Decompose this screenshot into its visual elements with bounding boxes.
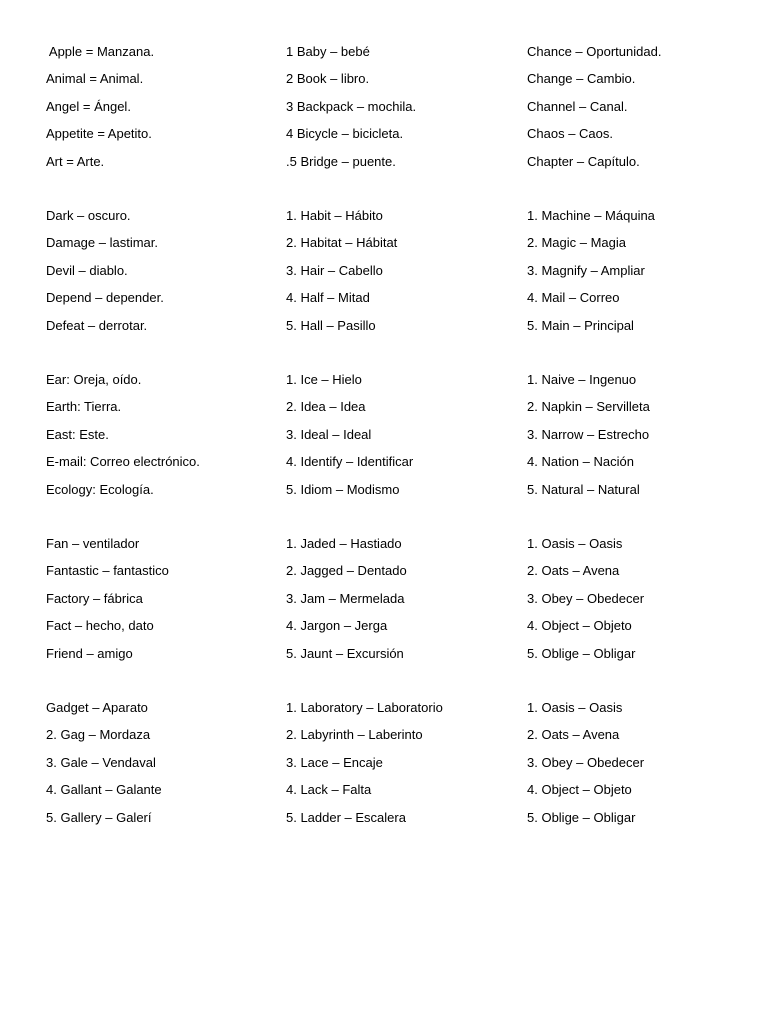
vocabulary-line: 4. Gallant – Galante xyxy=(46,782,162,798)
vocabulary-line: 4. Identify – Identificar xyxy=(286,454,414,470)
vocabulary-line: Defeat – derrotar. xyxy=(46,317,148,333)
vocabulary-line: 2. Napkin – Servilleta xyxy=(527,399,650,415)
vocabulary-column xyxy=(286,694,516,831)
vocabulary-group-5 xyxy=(0,694,768,834)
vocabulary-column xyxy=(527,38,757,175)
vocabulary-line: 5. Hall – Pasillo xyxy=(286,317,376,333)
vocabulary-line: 3. Ideal – Ideal xyxy=(286,426,372,442)
vocabulary-line: 3. Narrow – Estrecho xyxy=(527,426,650,442)
vocabulary-column xyxy=(46,38,276,175)
vocabulary-column xyxy=(46,694,276,831)
vocabulary-line: 5. Oblige – Obligar xyxy=(527,809,636,825)
vocabulary-line: 4. Mail – Correo xyxy=(527,290,620,306)
vocabulary-line: 5. Main – Principal xyxy=(527,317,634,333)
vocabulary-line: Gadget – Aparato xyxy=(46,700,148,715)
vocabulary-line: E-mail: Correo electrónico. xyxy=(46,454,200,470)
vocabulary-line: Depend – depender. xyxy=(46,290,164,306)
vocabulary-column xyxy=(527,694,757,831)
vocabulary-group-3 xyxy=(0,366,768,506)
vocabulary-line: Animal = Animal. xyxy=(46,71,144,87)
vocabulary-line: Channel – Canal. xyxy=(527,98,628,114)
vocabulary-line: 2. Idea – Idea xyxy=(286,399,366,415)
vocabulary-line: Earth: Tierra. xyxy=(46,399,122,415)
vocabulary-line: Chaos – Caos. xyxy=(527,126,613,142)
vocabulary-column xyxy=(46,530,276,667)
vocabulary-column xyxy=(46,366,276,503)
vocabulary-column xyxy=(286,366,516,503)
vocabulary-column xyxy=(46,202,276,339)
vocabulary-line: 5. Ladder – Escalera xyxy=(286,809,406,825)
vocabulary-line: Ear: Oreja, oído. xyxy=(46,372,142,387)
vocabulary-line: .5 Bridge – puente. xyxy=(286,153,396,169)
vocabulary-line: 2. Gag – Mordaza xyxy=(46,727,151,743)
vocabulary-line: 1 Baby – bebé xyxy=(286,44,370,59)
vocabulary-column xyxy=(527,530,757,667)
vocabulary-line: 4. Lack – Falta xyxy=(286,782,372,798)
vocabulary-line: East: Este. xyxy=(46,426,109,442)
vocabulary-line: Dark – oscuro. xyxy=(46,208,131,223)
vocabulary-line: 3. Magnify – Ampliar xyxy=(527,262,645,278)
vocabulary-line: Devil – diablo. xyxy=(46,262,128,278)
vocabulary-line: 2. Labyrinth – Laberinto xyxy=(286,727,423,743)
vocabulary-line: 3. Gale – Vendaval xyxy=(46,754,156,770)
vocabulary-line: 1. Habit – Hábito xyxy=(286,208,383,223)
vocabulary-line: Chapter – Capítulo. xyxy=(527,153,640,169)
vocabulary-line: 2. Jagged – Dentado xyxy=(286,563,407,579)
vocabulary-group-2 xyxy=(0,202,768,342)
vocabulary-line: 2 Book – libro. xyxy=(286,71,370,87)
vocabulary-line: 3. Obey – Obedecer xyxy=(527,754,645,770)
vocabulary-line: Damage – lastimar. xyxy=(46,235,158,251)
vocabulary-line: 1. Oasis – Oasis xyxy=(527,700,623,715)
vocabulary-line: 4. Jargon – Jerga xyxy=(286,618,388,634)
vocabulary-line: Change – Cambio. xyxy=(527,71,636,87)
vocabulary-line: 1. Laboratory – Laboratorio xyxy=(286,700,443,715)
vocabulary-line: 5. Jaunt – Excursión xyxy=(286,645,404,661)
vocabulary-line: 4. Object – Objeto xyxy=(527,782,632,798)
vocabulary-line: Art = Arte. xyxy=(46,153,105,169)
vocabulary-line: 1. Ice – Hielo xyxy=(286,372,362,387)
vocabulary-line: 1. Jaded – Hastiado xyxy=(286,536,402,551)
vocabulary-line: Apple = Manzana. xyxy=(46,44,155,59)
vocabulary-group-1 xyxy=(0,38,768,178)
vocabulary-line: Fantastic – fantastico xyxy=(46,563,169,579)
vocabulary-line: Friend – amigo xyxy=(46,645,133,661)
vocabulary-line: Fan – ventilador xyxy=(46,536,140,551)
vocabulary-line: 3 Backpack – mochila. xyxy=(286,98,417,114)
vocabulary-line: Angel = Ángel. xyxy=(46,98,131,114)
vocabulary-line: 2. Magic – Magia xyxy=(527,235,626,251)
vocabulary-line: 5. Oblige – Obligar xyxy=(527,645,636,661)
vocabulary-line: Ecology: Ecología. xyxy=(46,481,154,497)
vocabulary-line: 3. Jam – Mermelada xyxy=(286,590,405,606)
vocabulary-line: Chance – Oportunidad. xyxy=(527,44,662,59)
vocabulary-line: 4. Object – Objeto xyxy=(527,618,632,634)
vocabulary-line: 1. Machine – Máquina xyxy=(527,208,655,223)
vocabulary-line: 3. Lace – Encaje xyxy=(286,754,383,770)
vocabulary-line: 2. Habitat – Hábitat xyxy=(286,235,398,251)
vocabulary-line: 4 Bicycle – bicicleta. xyxy=(286,126,404,142)
vocabulary-line: 4. Nation – Nación xyxy=(527,454,634,470)
vocabulary-line: Appetite = Apetito. xyxy=(46,126,152,142)
vocabulary-column xyxy=(286,38,516,175)
vocabulary-line: Factory – fábrica xyxy=(46,590,143,606)
vocabulary-column xyxy=(527,366,757,503)
vocabulary-line: 5. Natural – Natural xyxy=(527,481,640,497)
vocabulary-column xyxy=(286,530,516,667)
vocabulary-column xyxy=(527,202,757,339)
vocabulary-line: Fact – hecho, dato xyxy=(46,618,154,634)
vocabulary-line: 4. Half – Mitad xyxy=(286,290,370,306)
vocabulary-line: 1. Oasis – Oasis xyxy=(527,536,623,551)
vocabulary-line: 2. Oats – Avena xyxy=(527,727,620,743)
vocabulary-line: 5. Idiom – Modismo xyxy=(286,481,400,497)
vocabulary-line: 3. Hair – Cabello xyxy=(286,262,383,278)
vocabulary-line: 3. Obey – Obedecer xyxy=(527,590,645,606)
vocabulary-line: 5. Gallery – Galerí xyxy=(46,809,152,825)
vocabulary-column xyxy=(286,202,516,339)
vocabulary-group-4 xyxy=(0,530,768,670)
vocabulary-line: 2. Oats – Avena xyxy=(527,563,620,579)
vocabulary-line: 1. Naive – Ingenuo xyxy=(527,372,637,387)
